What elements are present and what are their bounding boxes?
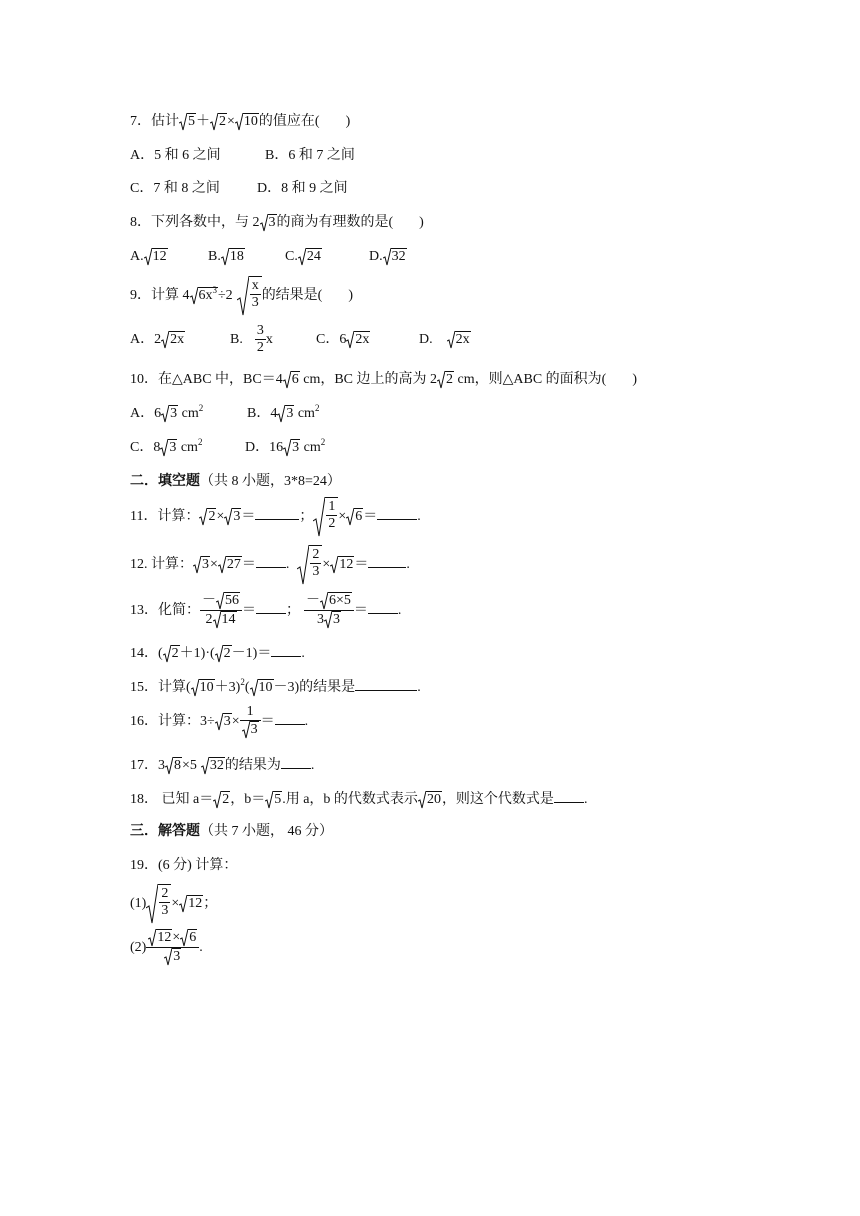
option-c[interactable]: [130, 438, 245, 458]
radical: [260, 214, 277, 232]
question-7-options-row2: [130, 179, 348, 199]
radical: [148, 929, 172, 947]
fraction: [310, 547, 321, 580]
text: ＝: [353, 603, 368, 618]
text: ，则这个代数式是: [441, 792, 554, 807]
section-note: （共 8 小题，3*8=24）: [200, 474, 341, 489]
text: 17．3: [130, 758, 165, 773]
radicand: 3: [250, 722, 258, 738]
radical: [218, 556, 242, 574]
unit: cm: [300, 440, 321, 455]
numerator: [146, 929, 199, 947]
question-10-options-row2: [130, 438, 325, 458]
answer-blank[interactable]: [368, 599, 398, 614]
text: ＝: [242, 603, 256, 618]
answer-blank[interactable]: [256, 599, 286, 614]
radical: [235, 113, 259, 131]
text: ，b＝: [230, 792, 266, 807]
numerator: 1: [328, 499, 336, 514]
radical: [283, 439, 300, 457]
radicand: [325, 497, 338, 532]
option-label: D.: [369, 249, 383, 264]
option-a[interactable]: [130, 320, 230, 360]
text: ＋1)·(: [179, 646, 215, 661]
option-c[interactable]: [316, 320, 419, 360]
answer-blank[interactable]: [256, 553, 286, 568]
option-c[interactable]: C．7 和 8 之间: [130, 181, 220, 196]
text: －1)＝: [231, 646, 272, 661]
exponent: 2: [198, 403, 204, 413]
radical: [180, 929, 197, 947]
radical: [215, 713, 232, 731]
exponent: 2: [197, 437, 203, 447]
text: 12. 计算：: [130, 557, 193, 573]
text: ): [632, 372, 638, 387]
radicand: 27: [226, 557, 241, 572]
denominator: 3: [251, 295, 259, 310]
denominator: [240, 721, 261, 739]
radicand: 14: [221, 612, 236, 628]
text: 8．下列各数中，与 2: [130, 215, 260, 230]
radical: [277, 405, 294, 423]
option-label: C．8: [130, 440, 161, 455]
part-label: (2): [130, 940, 147, 955]
section-note: （共 7 小题， 46 分）: [200, 824, 333, 839]
text: ×: [216, 509, 225, 525]
question-10-options-row1: [130, 404, 319, 424]
option-label: D．16: [245, 440, 284, 455]
radicand: 2x: [355, 331, 370, 347]
radicand: 2: [446, 371, 454, 387]
option-d[interactable]: D．8 和 9 之间: [257, 181, 348, 196]
question-15: [130, 676, 421, 698]
text: cm，BC 边上的高为 2: [299, 372, 438, 387]
radicand: 2: [223, 645, 231, 661]
option-label: A.: [130, 249, 144, 264]
denominator: 2: [256, 340, 264, 356]
answer-blank[interactable]: [355, 676, 417, 691]
radicand: 2: [208, 509, 216, 524]
radical: [160, 439, 177, 457]
radical: [237, 276, 262, 316]
radicand: 3: [170, 405, 178, 421]
answer-blank[interactable]: [368, 553, 406, 568]
question-8-options: [130, 247, 407, 267]
text: ×: [227, 114, 235, 129]
option-a[interactable]: [130, 404, 247, 424]
text: .: [285, 557, 290, 573]
radicand: 2: [222, 791, 230, 807]
radicand: 6: [355, 509, 363, 524]
radical: [210, 113, 227, 131]
text: .: [310, 758, 315, 773]
radical: [161, 405, 178, 423]
text: －3)的结果是: [273, 680, 356, 695]
section-3-heading: [130, 822, 333, 842]
option-label: C．6: [316, 332, 347, 347]
text: .: [583, 792, 588, 807]
text: 19．(6 分) 计算：: [130, 858, 238, 873]
text: ×: [171, 896, 180, 912]
radical: [179, 895, 203, 913]
option-label: A．2: [130, 332, 162, 347]
text: ×: [210, 557, 218, 573]
radical: [165, 757, 182, 775]
fraction: [326, 499, 337, 532]
option-c[interactable]: [285, 247, 369, 267]
radical: [161, 331, 185, 349]
numerator: [304, 592, 354, 610]
answer-blank[interactable]: [554, 788, 584, 803]
radicand: 12: [157, 930, 172, 946]
radicand: 10: [199, 679, 214, 695]
radicand: 3: [268, 214, 276, 230]
text: ×5: [182, 758, 197, 773]
numerator: [200, 592, 242, 610]
text: 9．计算 4: [130, 288, 190, 304]
radical: [330, 556, 354, 574]
radicand: 3: [332, 612, 340, 628]
radicand: 5: [274, 791, 282, 807]
option-b[interactable]: B．6 和 7 之间: [265, 148, 355, 163]
text: ): [345, 114, 351, 129]
question-14: [130, 642, 305, 664]
text: 16．计算：3÷: [130, 714, 215, 729]
text: 18． 已知 a＝: [130, 792, 214, 807]
answer-blank[interactable]: [377, 505, 417, 520]
radical: [320, 592, 352, 610]
radical: [298, 248, 322, 266]
radicand: [249, 276, 262, 311]
denominator: [204, 611, 239, 629]
radicand: 56: [225, 593, 239, 609]
radical: [213, 791, 230, 809]
text: .: [301, 646, 305, 661]
radical: [193, 556, 210, 574]
unit: cm: [294, 406, 315, 421]
radical: [201, 757, 225, 775]
text: .: [397, 603, 402, 618]
text: .: [304, 714, 309, 729]
text: ÷2: [218, 288, 233, 304]
text: 7．估计: [130, 114, 179, 129]
exponent: 3: [212, 285, 217, 295]
denominator: 3: [161, 903, 169, 918]
text: ；: [299, 509, 314, 525]
section-title: 三．解答题: [130, 824, 200, 839]
radicand: 8: [174, 757, 181, 773]
radical: [242, 721, 259, 739]
radicand: 6: [189, 930, 197, 946]
radicand: 32: [209, 757, 224, 773]
text: .: [199, 940, 203, 955]
text: ): [419, 215, 424, 230]
question-9-stem: [130, 276, 353, 316]
unit: cm: [178, 406, 199, 421]
option-label: B.: [230, 332, 243, 347]
radical: [250, 679, 274, 697]
section-title: 二．填空题: [130, 474, 200, 489]
text: 14．(: [130, 646, 163, 661]
text: .: [417, 680, 421, 695]
radicand: 6×5: [329, 593, 351, 609]
radicand: 5: [188, 113, 195, 129]
radicand: 2x: [170, 331, 185, 347]
question-16: [130, 702, 308, 742]
question-13: [130, 591, 401, 631]
radicand: 32: [391, 248, 406, 264]
text: ＝: [241, 557, 256, 573]
radicand: 3: [223, 713, 231, 729]
radicand: 6: [291, 371, 299, 387]
question-8-stem: [130, 213, 424, 233]
option-b[interactable]: [230, 320, 316, 360]
radicand: 18: [229, 248, 244, 264]
text: 的商为有理数的是(: [276, 215, 394, 230]
question-17: [130, 754, 314, 776]
question-9-options: [130, 320, 471, 360]
question-19-stem: [130, 856, 237, 876]
radicand: 3: [169, 439, 177, 455]
exponent: 2: [320, 437, 326, 447]
denominator: [315, 611, 343, 629]
radicand: 3: [292, 439, 300, 455]
radicand: 2x: [455, 331, 470, 347]
text: .: [417, 509, 421, 525]
option-label: D.: [419, 332, 433, 347]
fraction: [146, 929, 199, 966]
radical: [191, 679, 215, 697]
radical: [346, 508, 363, 526]
unit: cm: [177, 440, 198, 455]
text: ×: [322, 557, 331, 573]
text: ；: [286, 603, 300, 618]
radical: [215, 645, 232, 663]
option-d[interactable]: [419, 320, 471, 360]
radical: [179, 113, 196, 131]
text: ；: [203, 896, 218, 912]
question-12: [130, 545, 410, 585]
option-d[interactable]: [369, 247, 407, 267]
question-19-part-1: [130, 884, 217, 924]
text: .用 a，b 的代数式表示: [282, 792, 418, 807]
text: .: [406, 557, 410, 573]
option-a[interactable]: [130, 247, 208, 267]
radical: [190, 287, 219, 305]
text: ＝: [363, 509, 378, 525]
radical: [265, 791, 282, 809]
radical: [297, 545, 322, 585]
radical: [164, 948, 181, 966]
radical: [383, 248, 407, 266]
numerator: 3: [256, 323, 264, 339]
exponent: 2: [240, 677, 245, 687]
text: －: [306, 593, 320, 609]
radical: [437, 371, 454, 389]
option-label: A．6: [130, 406, 162, 421]
text: 15．计算(: [130, 680, 191, 695]
fraction: [200, 592, 242, 629]
radical: [163, 645, 180, 663]
question-7-options-row1: [130, 146, 355, 166]
radical: [313, 497, 338, 537]
fraction: [159, 886, 170, 919]
radical: [224, 508, 241, 526]
radicand: 10: [243, 113, 258, 129]
radicand: [158, 884, 171, 919]
radical: [221, 248, 245, 266]
radicand: 20: [426, 791, 441, 807]
part-label: (1): [130, 896, 147, 912]
text: ×: [338, 509, 347, 525]
radical: [418, 791, 442, 809]
question-10-stem: [130, 370, 637, 390]
option-label: C.: [285, 249, 298, 264]
answer-blank[interactable]: [275, 710, 305, 725]
text: 的结果为: [224, 758, 281, 773]
fraction: [255, 323, 266, 356]
text: ×: [172, 930, 181, 946]
radicand: 3: [173, 949, 181, 965]
text: ): [348, 288, 354, 304]
numerator: 2: [312, 547, 320, 562]
exponent: 2: [314, 403, 320, 413]
fraction: [250, 278, 261, 311]
answer-blank[interactable]: [255, 505, 299, 520]
section-2-heading: [130, 472, 341, 492]
radical: [346, 331, 370, 349]
radicand: 10: [258, 679, 273, 695]
radical: [447, 331, 471, 349]
radicand: 12: [339, 557, 354, 572]
radicand: 2: [171, 645, 179, 661]
text: x: [265, 332, 273, 347]
text: －: [202, 593, 216, 609]
radicand: 3: [233, 509, 241, 524]
radicand: 3: [202, 557, 209, 572]
question-7-stem: [130, 112, 350, 132]
option-label: B.: [208, 249, 221, 264]
text: 10．在△ABC 中，BC＝4: [130, 372, 283, 387]
radical: [213, 611, 237, 629]
text: ×: [231, 714, 240, 729]
radicand: 2: [219, 113, 226, 129]
text: 3: [316, 612, 324, 628]
question-18: [130, 788, 587, 810]
text: ＋: [196, 114, 210, 129]
numerator: 2: [161, 886, 169, 901]
denominator: [162, 948, 183, 966]
denominator: 2: [328, 516, 336, 531]
radical: [216, 592, 240, 610]
radical: [324, 611, 341, 629]
text: cm，则△ABC 的面积为(: [454, 372, 607, 387]
option-b[interactable]: [208, 247, 285, 267]
question-19-part-2: [130, 928, 203, 968]
text: ＝: [241, 509, 256, 525]
radical: [283, 371, 300, 389]
option-label: B．4: [247, 406, 278, 421]
radicand: 3: [286, 405, 294, 421]
fraction: [304, 592, 354, 629]
fraction: [240, 704, 261, 739]
text: 的结果是(: [261, 288, 323, 304]
radical: [144, 248, 168, 266]
denominator: 3: [312, 564, 320, 579]
radicand: [309, 545, 322, 580]
radical: [199, 508, 216, 526]
text: 2: [205, 612, 213, 628]
text: ＝: [260, 714, 275, 729]
answer-blank[interactable]: [281, 754, 311, 769]
text: 11．计算：: [130, 509, 200, 525]
text: (: [244, 680, 250, 695]
text: 13．化简：: [130, 603, 200, 618]
radicand: 12: [188, 896, 203, 911]
radicand: 24: [306, 248, 321, 264]
option-a[interactable]: A．5 和 6 之间: [130, 148, 221, 163]
text: ＝: [354, 557, 369, 573]
radicand: [198, 287, 219, 304]
radical: [146, 884, 171, 924]
text: 的值应在(: [258, 114, 320, 129]
question-11: [130, 497, 421, 537]
numerator: 1: [246, 704, 254, 720]
text: 6x: [198, 288, 213, 303]
radicand: 12: [152, 248, 167, 264]
option-d[interactable]: [245, 438, 325, 458]
answer-blank[interactable]: [271, 642, 301, 657]
option-b[interactable]: [247, 404, 319, 424]
text: ＋3): [214, 680, 241, 695]
numerator: x: [251, 278, 259, 293]
